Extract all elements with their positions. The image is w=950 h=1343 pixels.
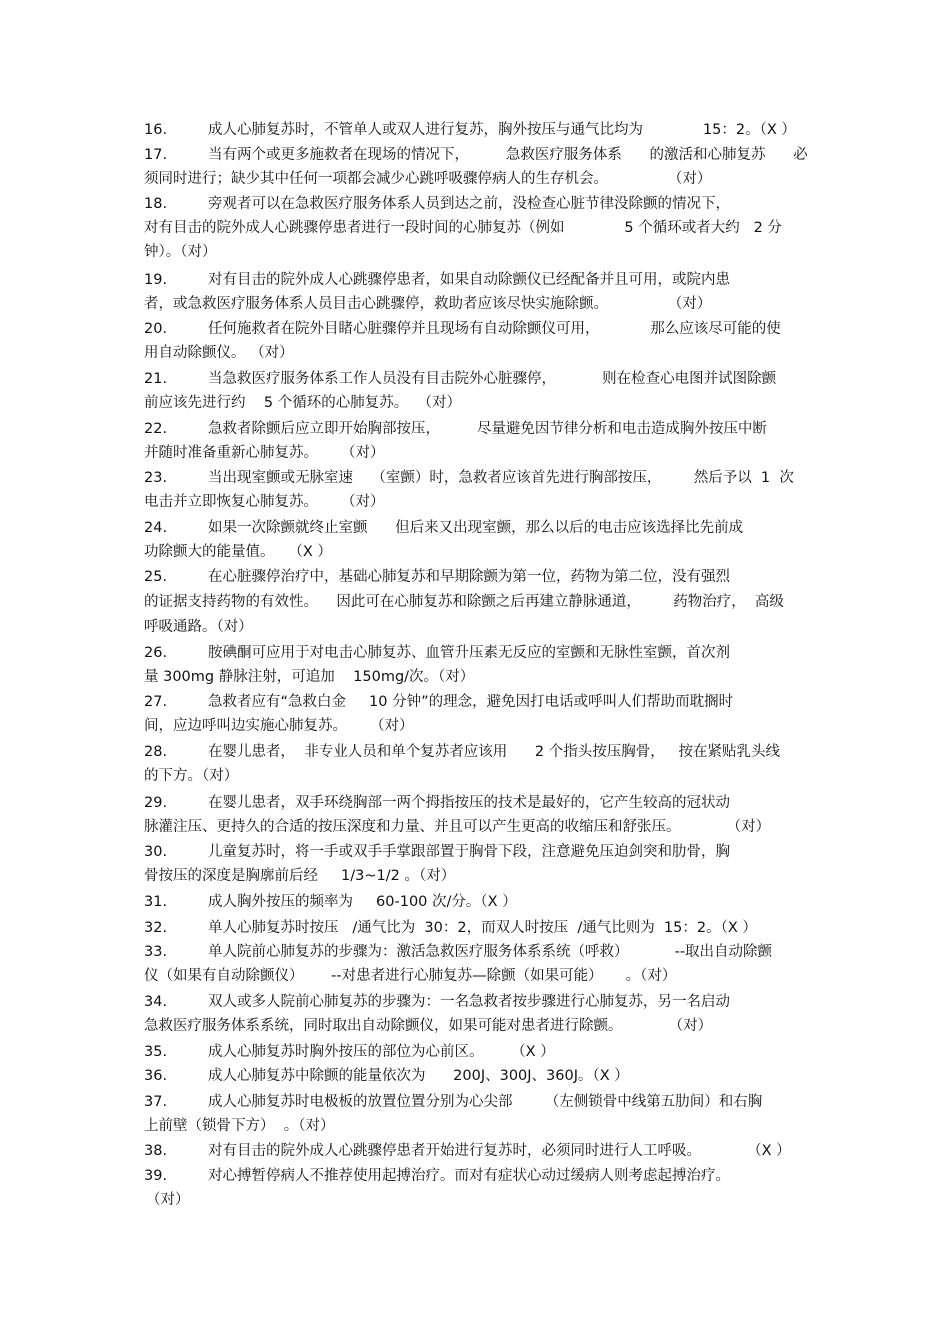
question-line [144, 219, 814, 237]
question-line [144, 195, 814, 213]
question-text: 单人心肺复苏时按压 /通气比为 30：2，而双人时按压 /通气比则为 15：2。（X ） [208, 920, 757, 936]
question-text: 用自动除颤仪。 （对） [144, 345, 294, 361]
question-text: 如果一次除颤就终止室颤 但后来又出现室颤，那么以后的电击应该选择比先前成 [208, 520, 744, 536]
question-line [144, 121, 814, 139]
question-line [144, 519, 814, 537]
question-line [144, 420, 814, 438]
question-text: 上前壁（锁骨下方） 。（对） [144, 1118, 335, 1134]
question-line [146, 1191, 816, 1209]
question-text: 对有目击的院外成人心跳骤停患者，如果自动除颤仪已经配备并且可用，或院内患 [208, 272, 730, 288]
question-number: 20. [144, 321, 168, 337]
question-number: 32. [144, 920, 168, 936]
question-number: 39. [144, 1168, 168, 1184]
question-line [144, 1093, 814, 1111]
question-text: 脉灌注压、更持久的合适的按压深度和力量、并且可以产生更高的收缩压和舒张压。 （对） [144, 819, 771, 835]
question-line [144, 1117, 814, 1135]
question-number: 31. [144, 894, 168, 910]
question-text: 当急救医疗服务体系工作人员没有目击院外心脏骤停， 则在检查心电图并试图除颤 [208, 371, 777, 387]
question-line [144, 444, 814, 462]
question-number: 29. [144, 795, 168, 811]
question-line [144, 543, 814, 561]
question-line [144, 693, 814, 711]
question-text: 胺碘酮可应用于对电击心肺复苏、血管升压素无反应的室颤和无脉性室颤，首次剂 [208, 645, 730, 661]
question-text: 儿童复苏时，将一手或双手手掌跟部置于胸骨下段，注意避免压迫剑突和肋骨，胸 [208, 844, 730, 860]
question-text: 双人或多人院前心肺复苏的步骤为：一名急救者按步骤进行心肺复苏，另一名启动 [208, 994, 730, 1010]
question-text: 功除颤大的能量值。 （X ） [144, 544, 332, 560]
question-number: 18. [144, 196, 168, 212]
question-text: 在心脏骤停治疗中，基础心肺复苏和早期除颤为第一位，药物为第二位，没有强烈 [208, 569, 730, 585]
question-line [144, 993, 814, 1011]
question-number: 28. [144, 744, 168, 760]
question-text: 成人心肺复苏中除颤的能量依次为 200J、300J、360J。（X ） [208, 1068, 629, 1084]
question-line [144, 320, 814, 338]
question-line [144, 568, 814, 586]
question-text: 急救者除颤后应立即开始胸部按压， 尽量避免因节律分析和电击造成胸外按压中断 [208, 421, 767, 437]
question-number: 19. [144, 272, 168, 288]
question-text: 任何施救者在院外目睹心脏骤停并且现场有自动除颤仪可用， 那么应该尽可能的使 [208, 321, 781, 337]
question-text: 成人心肺复苏时电极板的放置位置分别为心尖部 （左侧锁骨中线第五肋间）和右胸 [208, 1094, 763, 1110]
question-number: 36. [144, 1068, 168, 1084]
question-line [144, 967, 814, 985]
question-text: 骨按压的深度是胸廓前后经 1/3~1/2 。（对） [144, 868, 456, 884]
question-line [144, 394, 814, 412]
question-number: 22. [144, 421, 168, 437]
question-number: 21. [144, 371, 168, 387]
question-line [144, 295, 814, 313]
question-line [144, 1043, 814, 1061]
question-line [144, 243, 814, 261]
question-number: 17. [144, 147, 168, 163]
question-line [144, 767, 814, 785]
question-text: 并随时准备重新心肺复苏。 （对） [144, 445, 385, 461]
question-line [144, 271, 814, 289]
question-line [144, 818, 814, 836]
question-line [144, 469, 814, 487]
question-line [144, 593, 814, 611]
question-line [144, 743, 814, 761]
question-number: 34. [144, 994, 168, 1010]
question-line [144, 919, 814, 937]
question-text: 对有目击的院外成人心跳骤停患者开始进行复苏时，必须同时进行人工呼吸。 （X ） [208, 1143, 791, 1159]
question-text: 单人院前心肺复苏的步骤为：激活急救医疗服务体系系统（呼救） --取出自动除颤 [208, 944, 773, 960]
question-text: 旁观者可以在急救医疗服务体系人员到达之前，没检查心脏节律没除颤的情况下， [208, 196, 730, 212]
question-line [144, 618, 814, 636]
question-text: 呼吸通路。（对） [144, 619, 253, 635]
question-text: 的下方。（对） [144, 768, 239, 784]
question-text: 前应该先进行约 5 个循环的心肺复苏。 （对） [144, 395, 461, 411]
question-text: 仪（如果有自动除颤仪） --对患者进行心肺复苏—除颤（如果可能） 。（对） [144, 968, 677, 984]
question-text: 量 300mg 静脉注射，可追加 150mg/次。（对） [144, 669, 475, 685]
question-text: 成人胸外按压的频率为 60-100 次/分。（X ） [208, 894, 517, 910]
question-text: 电击并立即恢复心肺复苏。 （对） [144, 494, 385, 510]
question-line [144, 1142, 814, 1160]
question-line [144, 867, 814, 885]
question-number: 30. [144, 844, 168, 860]
question-number: 16. [144, 122, 168, 138]
question-number: 24. [144, 520, 168, 536]
question-line [144, 943, 814, 961]
question-number: 26. [144, 645, 168, 661]
question-text: 急救者应有“急救白金 10 分钟”的理念，避免因打电话或呼叫人们帮助而耽搁时 [208, 694, 734, 710]
question-line [144, 794, 814, 812]
question-number: 37. [144, 1094, 168, 1110]
question-line [144, 843, 814, 861]
question-number: 27. [144, 694, 168, 710]
question-line [144, 668, 814, 686]
question-line [144, 170, 814, 188]
question-line [144, 344, 814, 362]
question-line [144, 1017, 814, 1035]
question-line [144, 370, 814, 388]
question-line [144, 644, 814, 662]
question-number: 23. [144, 470, 168, 486]
question-line [144, 1167, 814, 1185]
question-number: 38. [144, 1143, 168, 1159]
question-line [144, 893, 814, 911]
question-text: 成人心肺复苏时胸外按压的部位为心前区。 （X ） [208, 1044, 555, 1060]
question-text: 在婴儿患者， 非专业人员和单个复苏者应该用 2 个指头按压胸骨， 按在紧贴乳头线 [208, 744, 781, 760]
question-number: 25. [144, 569, 168, 585]
question-text: （对） [146, 1192, 190, 1208]
question-line [144, 717, 814, 735]
question-text: 急救医疗服务体系系统，同时取出自动除颤仪，如果可能对患者进行除颤。 （对） [144, 1018, 713, 1034]
question-number: 33. [144, 944, 168, 960]
question-text: 须同时进行；缺少其中任何一项都会减少心跳呼吸骤停病人的生存机会。 （对） [144, 171, 712, 187]
question-text: 者，或急救医疗服务体系人员目击心跳骤停，救助者应该尽快实施除颤。 （对） [144, 296, 712, 312]
question-text: 对有目击的院外成人心跳骤停患者进行一段时间的心肺复苏（例如 5 个循环或者大约 2 分 [144, 220, 782, 236]
question-text: 对心搏暂停病人不推荐使用起搏治疗。而对有症状心动过缓病人则考虑起搏治疗。 [208, 1168, 730, 1184]
question-text: 在婴儿患者，双手环绕胸部一两个拇指按压的技术是最好的，它产生较高的冠状动 [208, 795, 730, 811]
question-line [144, 493, 814, 511]
question-text: 间，应边呼叫边实施心肺复苏。 （对） [144, 718, 414, 734]
question-line [144, 1067, 814, 1085]
question-line [144, 146, 814, 164]
question-text: 钟）。（对） [144, 244, 217, 260]
question-number: 35. [144, 1044, 168, 1060]
question-text: 成人心肺复苏时，不管单人或双人进行复苏，胸外按压与通气比均为 15：2。（X ） [208, 122, 796, 138]
question-text: 当有两个或更多施救者在现场的情况下， 急救医疗服务体系 的激活和心肺复苏 必 [208, 147, 808, 163]
question-text: 的证据支持药物的有效性。 因此可在心肺复苏和除颤之后再建立静脉通道， 药物治疗， 高级 [144, 594, 784, 610]
question-text: 当出现室颤或无脉室速 （室颤）时，急救者应该首先进行胸部按压， 然后予以 1 次 [208, 470, 794, 486]
